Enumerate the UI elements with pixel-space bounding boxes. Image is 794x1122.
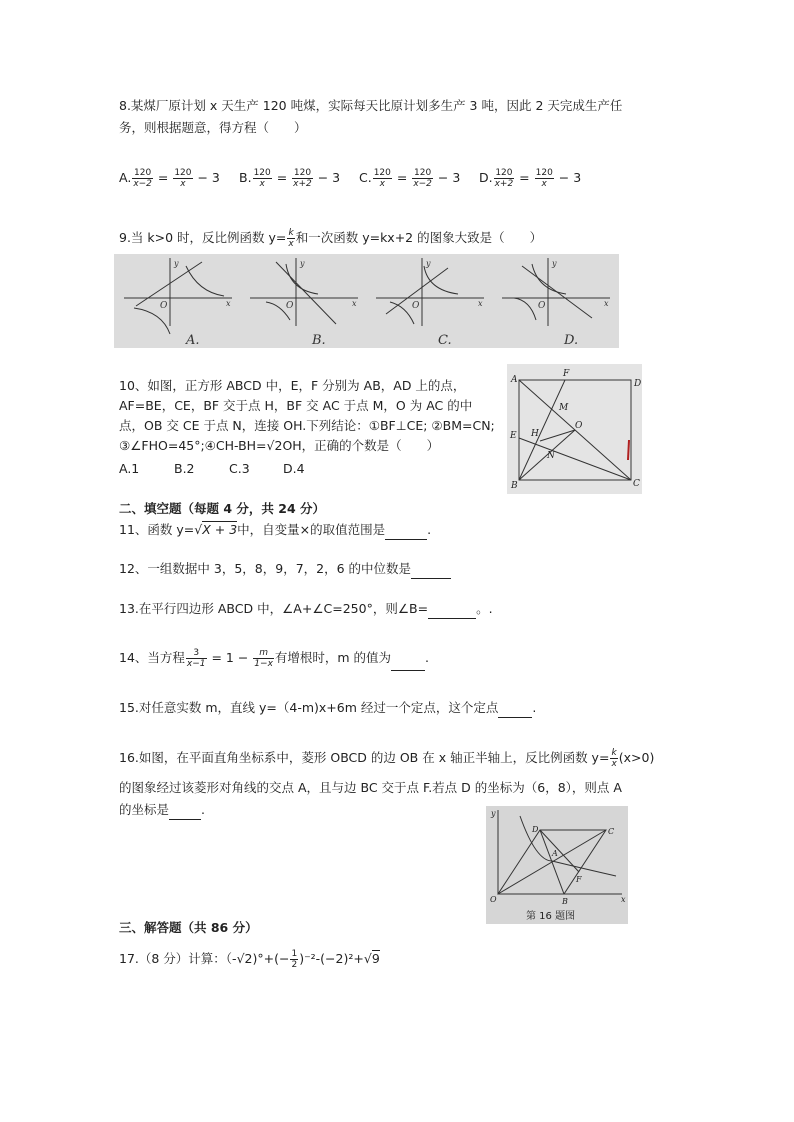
q10-point-label: F [563,369,570,379]
hyperbola-branch [514,298,536,320]
q10-point-label: C [633,479,640,489]
q14-answer-blank [391,657,425,671]
q15: 15.对任意实数 m，直线 y=（4-m)x+6m 经过一个定点，这个定点 . [119,698,536,718]
q9-graphs [114,254,619,348]
q17: 17.（8 分）计算：（-√2)°+(− $\frac{1}{2}$ )⁻²-(−2)²+√9 [119,949,380,970]
q16-point-label: C [608,827,615,836]
q11-radicand: X + 3 [202,522,238,537]
q12: 12、一组数据中 3，5，8，9，7，2，6 的中位数是 [119,559,451,579]
q8-fraction-left: $\frac{120}{x+2}$ [494,168,514,189]
q9-option-label: D. [564,333,579,348]
q16-axis-label: x [621,895,626,904]
q9-prefix: 9.当 k>0 时，反比例函数 y= [119,230,287,245]
q16-point-label: A [552,849,558,858]
sqrt-sign: √ [236,951,245,966]
q16-point-label: D [532,825,539,834]
q17-radicand: 9 [371,951,380,966]
hyperbola-branch [390,302,414,324]
linear-function-line [136,262,202,306]
q9-option-label: C. [438,333,452,348]
section-2-heading: 二、填空题（每题 4 分，共 24 分） [119,501,326,516]
q10-figure [507,364,642,494]
x-axis-label: x [352,299,357,308]
q9-option-label: B. [312,333,326,348]
q16-figure [486,806,628,924]
q9-graphs-photo [114,254,619,348]
hyperbola-branch [134,308,170,334]
q10-point-label: H [531,429,539,439]
x-axis-label: x [226,299,231,308]
q16-answer-blank [169,806,201,820]
x-axis-label: x [604,299,609,308]
linear-function-line [276,262,336,324]
hyperbola-branch [532,264,566,294]
q10-options [119,459,479,479]
q8-option: C. $\frac{120}{x}$ = $\frac{120}{x-2}$ − 3 [359,168,461,189]
q10-line: AF=BE，CE，BF 交于点 H，BF 交 AC 于点 M，O 为 AC 的中 [119,398,473,413]
q8-fraction-right: $\frac{120}{x-2}$ [413,168,432,189]
q9-graph-option [502,258,610,348]
q8-option: A. $\frac{120}{x-2}$ = $\frac{120}{x}$ − 3 [119,168,220,189]
y-axis-label: y [426,259,431,268]
q16-line1: 16.如图，在平面直角坐标系中，菱形 OBCD 的边 OB 在 x 轴正半轴上，反比例函数 y= $\frac{k}{x}$ (x>0) [119,748,655,769]
q16-line2: 的图象经过该菱形对角线的交点 A，且与边 BC 交于点 F.若点 D 的坐标为（6，8），则点 A [119,780,622,795]
q16-caption: 第 16 题图 [526,911,576,922]
origin-label: O [412,301,420,311]
q16-rhombus-diagram [486,806,628,924]
q10-line: 10、如图，正方形 ABCD 中，E，F 分别为 AB，AD 上的点， [119,378,466,393]
y-axis-label: y [552,259,557,268]
q8-option-letter: A. [119,170,132,185]
q10-option-d: D.4 [283,461,305,476]
q8-option-letter: C. [359,170,372,185]
sqrt-sign: √ [363,951,372,966]
q9-stem [119,228,542,249]
q9-graph-option [250,258,358,348]
q10-stem [119,376,495,456]
q9-fraction: $\frac{k}{x}$ [288,228,294,249]
q8-option-letter: D. [479,170,493,185]
q10-line: 点，OB 交 CE 于点 N，连接 OH.下列结论：①BF⊥CE; ②BM=CN; [119,418,495,433]
q14: 14、当方程 $\frac{3}{x-1}$ = 1 − $\frac{m}{1-x}$ 有增根时，m 的值为 . [119,648,430,669]
origin-label: O [160,301,168,311]
q10-point-label: O [575,421,583,431]
q17-fraction: $\frac{1}{2}$ [291,949,298,970]
q8-fraction-left: $\frac{120}{x-2}$ [133,168,152,189]
q16-point-label: F [576,875,582,884]
q10-option-a: A.1 [119,461,140,476]
q15-answer-blank [498,704,532,718]
q14-fraction-right: $\frac{m}{1-x}$ [254,648,273,669]
sqrt-sign: √ [194,522,203,537]
q8-fraction-right: $\frac{120}{x+2}$ [293,168,312,189]
q14-fraction-left: $\frac{3}{x-1}$ [186,648,206,669]
origin-label: O [286,301,294,311]
q13: 13.在平行四边形 ABCD 中，∠A+∠C=250°，则∠B= 。. [119,599,493,619]
q10-point-label: E [510,431,517,441]
q10-point-label: B [511,481,518,491]
q10-option-c: C.3 [229,461,250,476]
q11: 11、函数 y=√X + 3中，自变量×的取值范围是 . [119,520,431,540]
q8-fraction-right: $\frac{120}{x}$ [535,168,553,189]
q8-options [119,164,719,194]
x-axis-label: x [478,299,483,308]
q10-option-b: B.2 [174,461,195,476]
q10-point-label: N [547,451,555,461]
q16-fraction: $\frac{k}{x}$ [611,748,617,769]
section-3-heading: 三、解答题（共 86 分） [119,920,258,935]
q8-option: B. $\frac{120}{x}$ = $\frac{120}{x+2}$ − 3 [239,168,341,189]
q16-axis-label: y [491,809,496,818]
q16-line3: 的坐标是 . [119,800,205,820]
hyperbola-branch [186,266,224,296]
q8-fraction-right: $\frac{120}{x}$ [174,168,192,189]
q16-point-label: B [562,897,568,906]
hyperbola-branch [424,266,458,294]
q8-fraction-left: $\frac{120}{x}$ [373,168,391,189]
q11-answer-blank [385,526,427,540]
q8-option: D. $\frac{120}{x+2}$ = $\frac{120}{x}$ − 3 [479,168,582,189]
q9-graph-option [376,258,484,348]
q12-answer-blank [411,565,451,579]
q9-option-label: A. [186,333,200,348]
origin-label: O [538,301,546,311]
y-axis-label: y [174,259,179,268]
q8-fraction-left: $\frac{120}{x}$ [253,168,271,189]
q10-line: ③∠FHO=45°;④CH-BH=√2OH，正确的个数是（ ） [119,438,440,453]
q16-point-label: O [490,895,497,904]
q13-answer-blank [428,605,476,619]
q9-suffix: 和一次函数 y=kx+2 的图象大致是（ ） [295,230,543,245]
q10-point-label: M [559,403,569,413]
q10-point-label: A [511,375,518,385]
q10-point-label: D [634,379,642,389]
q8-line2: 务，则根据题意，得方程（ ） [119,120,307,135]
q8-option-letter: B. [239,170,252,185]
y-axis-label: y [300,259,305,268]
q8-line1: 8.某煤厂原计划 x 天生产 120 吨煤，实际每天比原计划多生产 3 吨，因此 2 天完成生产任 [119,98,623,113]
q9-graph-option [124,258,232,348]
q10-square-diagram [507,364,642,494]
